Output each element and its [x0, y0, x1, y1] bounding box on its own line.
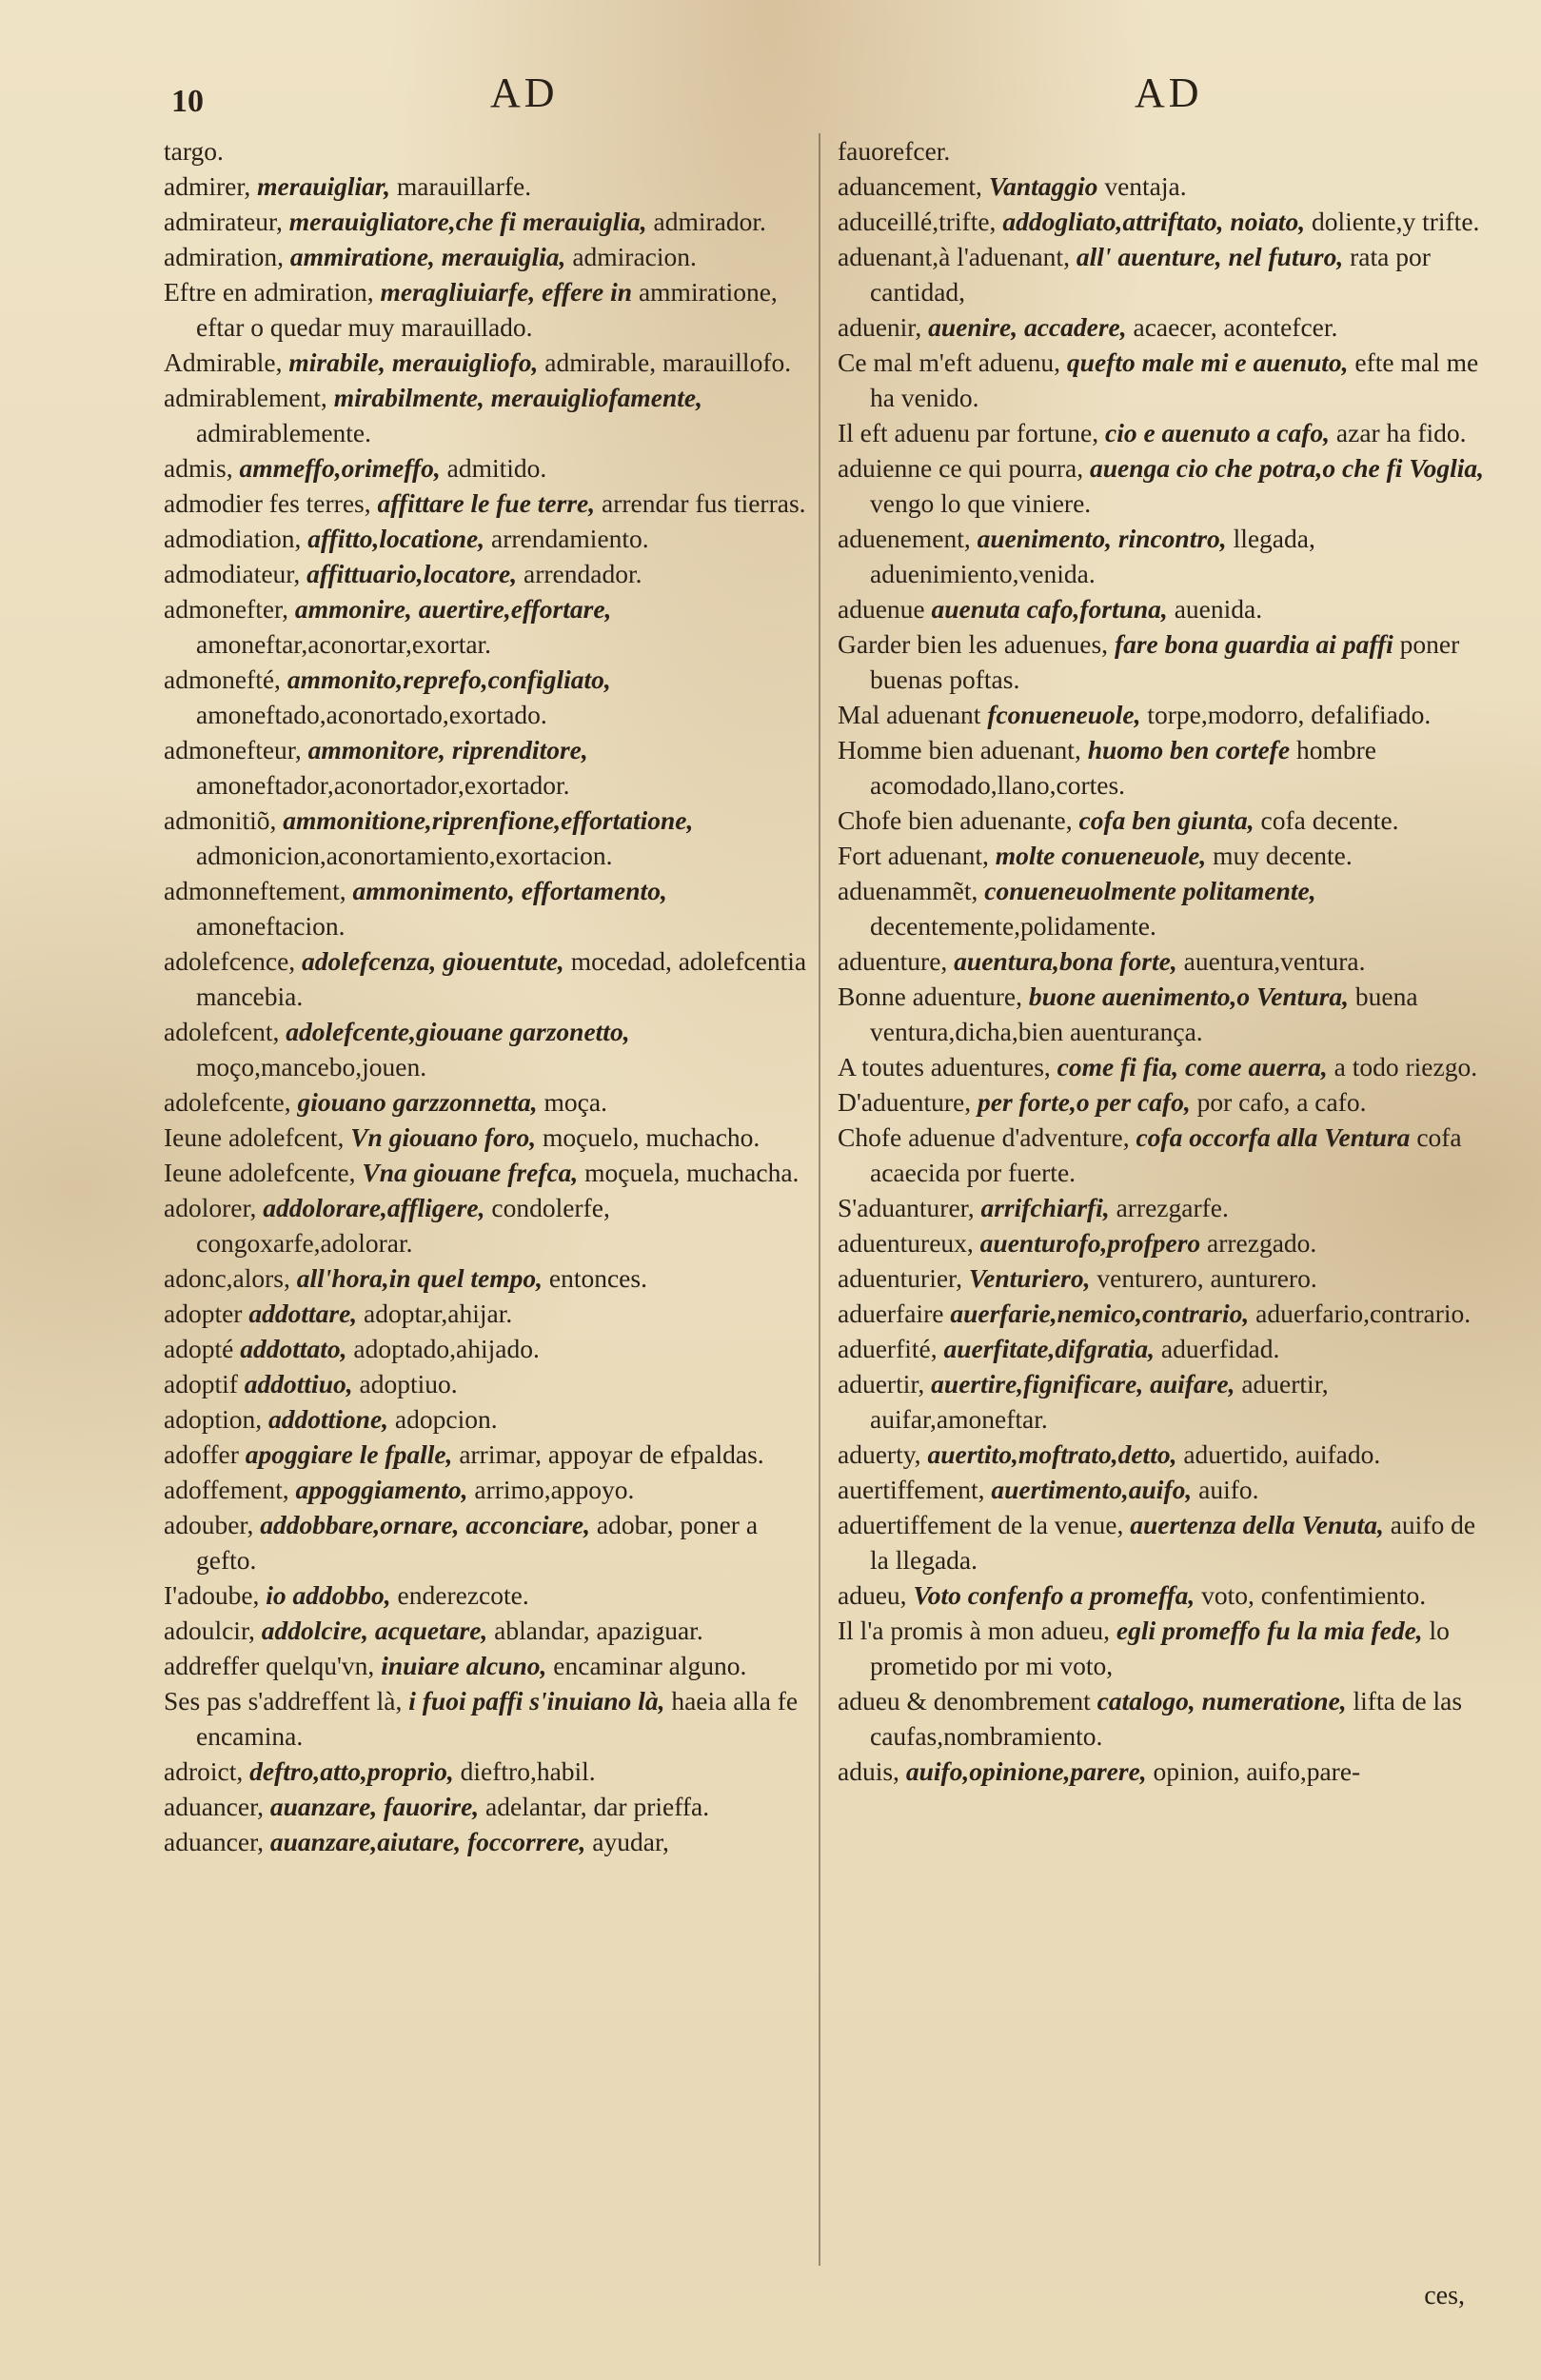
dictionary-entry [164, 1296, 820, 1331]
italian-translation: catalogo, numeratione, [1096, 1686, 1347, 1716]
italian-translation: auenturofo,profpero [979, 1228, 1201, 1258]
spanish-translation: auifo de la llegada. [870, 1510, 1476, 1575]
dictionary-entry [164, 450, 820, 486]
spanish-translation: mocedad, adolefcentia mancebia. [196, 946, 807, 1011]
spanish-translation: ammiratione, eftar o quedar muy marauillado. [196, 277, 778, 342]
italian-translation: all' auenture, nel futuro, [1076, 242, 1344, 271]
italian-translation: cofa ben giunta, [1078, 805, 1255, 835]
spanish-translation: aduerfario,contrario. [1255, 1299, 1472, 1328]
dictionary-entry [164, 380, 820, 450]
italian-translation: molte conueneuole, [995, 841, 1207, 870]
running-head-left: AD [490, 69, 559, 116]
italian-translation: mirabilmente, merauigliofamente, [333, 383, 702, 412]
dictionary-entry [164, 1683, 820, 1754]
spanish-translation: auentura,ventura. [1183, 946, 1366, 976]
spanish-translation: buena ventura,dicha,bien auenturança. [870, 982, 1418, 1046]
spanish-translation: enderezcote. [397, 1580, 529, 1610]
spanish-translation: voto, confentimiento. [1201, 1580, 1427, 1610]
italian-translation: ammonimento, effortamento, [352, 876, 667, 905]
french-headword: adonc,alors, [164, 1263, 290, 1293]
dictionary-entry [838, 1049, 1494, 1084]
spanish-translation: moça. [543, 1087, 607, 1117]
spanish-translation: rata por cantidad, [870, 242, 1431, 307]
spanish-translation: haeia alla fe encamina. [196, 1686, 799, 1751]
italian-translation: fconueneuole, [987, 700, 1141, 729]
dictionary-entry [838, 1120, 1494, 1190]
dictionary-entry [164, 873, 820, 943]
italian-translation: cio e auenuto a cafo, [1105, 418, 1331, 447]
page-number: 10 [171, 84, 204, 119]
spanish-translation: a todo riezgo. [1334, 1052, 1478, 1081]
italian-translation: meragliuiarfe, effere in [380, 277, 633, 307]
spanish-translation: arrezgado. [1207, 1228, 1317, 1258]
spanish-translation: admirablemente. [196, 418, 372, 447]
dictionary-entry [164, 591, 820, 662]
italian-translation: arrifchiarfi, [980, 1193, 1110, 1222]
french-headword: admodiateur, [164, 559, 301, 588]
dictionary-entry [164, 239, 820, 274]
dictionary-entry [838, 697, 1494, 732]
italian-translation: ammonire, auertire,effortare, [294, 594, 612, 624]
dictionary-entry [164, 1260, 820, 1296]
dictionary-entry [838, 1225, 1494, 1260]
french-headword: aduancement, [838, 171, 982, 201]
dictionary-entry [164, 169, 820, 204]
spanish-translation: adoptar,ahijar. [364, 1299, 513, 1328]
dictionary-entry [164, 732, 820, 803]
spanish-translation: adopcion. [394, 1404, 498, 1434]
french-headword: aduertir, [838, 1369, 925, 1398]
french-headword: Ses pas s'addreffent là, [164, 1686, 403, 1716]
spanish-translation: aduertido, auifado. [1183, 1439, 1381, 1469]
dictionary-entry [838, 943, 1494, 979]
italian-translation: auanzare, fauorire, [269, 1792, 480, 1821]
french-headword: Bonne aduenture, [838, 982, 1022, 1011]
spanish-translation: aduertir, auifar,amoneftar. [870, 1369, 1329, 1434]
spanish-translation: poner buenas poftas. [870, 629, 1460, 694]
spanish-translation: admirable, marauillofo. [544, 347, 792, 377]
french-headword: adroict, [164, 1756, 244, 1786]
french-headword: Ce mal m'eft aduenu, [838, 347, 1061, 377]
french-headword: admonefté, [164, 664, 281, 694]
dictionary-entry [838, 204, 1494, 239]
french-headword: aduenement, [838, 524, 971, 553]
spanish-translation: amoneftacion. [196, 911, 346, 941]
french-headword: I'adoube, [164, 1580, 260, 1610]
spanish-translation: vengo lo que viniere. [870, 488, 1092, 518]
dictionary-entry [164, 1084, 820, 1120]
italian-translation: Voto confenfo a promeffa, [913, 1580, 1195, 1610]
italian-translation: auenga cio che potra,o che fi Voglia, [1089, 453, 1484, 483]
spanish-translation: admirador. [653, 207, 766, 236]
italian-translation: ammiratione, merauiglia, [289, 242, 566, 271]
italian-translation: auerfarie,nemico,contrario, [950, 1299, 1250, 1328]
italian-translation: Venturiero, [968, 1263, 1091, 1293]
french-headword: admonefteur, [164, 735, 302, 764]
dictionary-entry [164, 1401, 820, 1437]
italian-translation: Vn giouano foro, [350, 1122, 537, 1152]
dictionary-entry [164, 1366, 820, 1401]
french-headword: A toutes aduentures, [838, 1052, 1051, 1081]
spanish-translation: torpe,modorro, defalifiado. [1147, 700, 1432, 729]
dictionary-entry [838, 626, 1494, 697]
spanish-translation: admitido. [446, 453, 547, 483]
french-headword: admis, [164, 453, 233, 483]
french-headword: Mal aduenant [838, 700, 981, 729]
dictionary-entry [164, 133, 820, 169]
italian-translation: huomo ben cortefe [1087, 735, 1291, 764]
french-headword: Il l'a promis à mon adueu, [838, 1616, 1110, 1645]
italian-translation: auanzare,aiutare, foccorrere, [269, 1827, 586, 1856]
french-headword: Ieune adolefcente, [164, 1158, 356, 1187]
running-head-right: AD [1135, 69, 1203, 116]
french-headword: Admirable, [164, 347, 283, 377]
french-headword: adueu, [838, 1580, 907, 1610]
french-headword: Homme bien aduenant, [838, 735, 1081, 764]
italian-translation: mirabile, merauigliofo, [288, 347, 539, 377]
spanish-translation: amoneftado,aconortado,exortado. [196, 700, 547, 729]
french-headword: admirateur, [164, 207, 283, 236]
italian-translation: fare bona guardia ai paffi [1114, 629, 1393, 659]
dictionary-entry [838, 415, 1494, 450]
dictionary-entry [164, 1648, 820, 1683]
french-headword: Fort aduenant, [838, 841, 989, 870]
dictionary-entry [164, 1120, 820, 1155]
dictionary-entry [164, 274, 820, 345]
dictionary-entry [838, 450, 1494, 521]
dictionary-entry [164, 1190, 820, 1260]
italian-translation: auenimento, rincontro, [977, 524, 1227, 553]
french-headword: aduienne ce qui pourra, [838, 453, 1084, 483]
italian-translation: addogliato,attriftato, noiato, [1002, 207, 1306, 236]
french-headword: Garder bien les aduenues, [838, 629, 1109, 659]
italian-translation: deftro,atto,proprio, [249, 1756, 454, 1786]
spanish-translation: lo prometido por mi voto, [870, 1616, 1450, 1680]
spanish-translation: adelantar, dar prieffa. [485, 1792, 710, 1821]
spanish-translation: cofa decente. [1260, 805, 1399, 835]
spanish-translation: ayudar, [592, 1827, 669, 1856]
french-headword: adoulcir, [164, 1616, 255, 1645]
spanish-translation: doliente,y trifte. [1312, 207, 1480, 236]
dictionary-entry [838, 732, 1494, 803]
dictionary-entry [164, 1437, 820, 1472]
spanish-translation: auifo. [1198, 1475, 1259, 1504]
italian-translation: giouano garzzonnetta, [297, 1087, 538, 1117]
french-headword: Chofe aduenue d'adventure, [838, 1122, 1130, 1152]
italian-translation: come fi fia, come auerra, [1057, 1052, 1328, 1081]
italian-translation: ammeffo,orimeffo, [239, 453, 441, 483]
spanish-translation: decentemente,polidamente. [870, 911, 1156, 941]
dictionary-entry [838, 1366, 1494, 1437]
italian-translation: adolefcente,giouane garzonetto, [286, 1017, 630, 1046]
italian-translation: affittare le fue terre, [377, 488, 596, 518]
dictionary-entry [838, 1613, 1494, 1683]
dictionary-entry [164, 1155, 820, 1190]
dictionary-entry [838, 979, 1494, 1049]
spanish-translation: por cafo, a cafo. [1196, 1087, 1367, 1117]
italian-translation: addobbare,ornare, acconciare, [260, 1510, 590, 1539]
spanish-translation: marauillarfe. [396, 171, 532, 201]
italian-translation: ammonito,reprefo,configliato, [286, 664, 611, 694]
french-headword: adolefcence, [164, 946, 296, 976]
french-headword: aduceillé,trifte, [838, 207, 997, 236]
spanish-translation: aduerfidad. [1160, 1334, 1280, 1363]
dictionary-entry [164, 1754, 820, 1789]
french-headword: adolorer, [164, 1193, 257, 1222]
dictionary-entry [164, 803, 820, 873]
french-headword: adouber, [164, 1510, 254, 1539]
spanish-translation: admiracion. [572, 242, 697, 271]
dictionary-entry [164, 1824, 820, 1859]
spanish-translation: arrendador. [524, 559, 642, 588]
dictionary-entry [838, 1437, 1494, 1472]
italian-translation: affitto,locatione, [307, 524, 485, 553]
italian-translation: auertire,fignificare, auifare, [931, 1369, 1235, 1398]
french-headword: admiration, [164, 242, 285, 271]
french-headword: Chofe bien aduenante, [838, 805, 1073, 835]
spanish-translation: moçuela, muchacha. [584, 1158, 800, 1187]
french-headword: adoffement, [164, 1475, 289, 1504]
italian-translation: auertimento,auifo, [991, 1475, 1193, 1504]
french-headword: adopté [164, 1334, 234, 1363]
italian-translation: appoggiamento, [295, 1475, 468, 1504]
french-headword: aduenturier, [838, 1263, 962, 1293]
dictionary-entry [838, 345, 1494, 415]
spanish-translation: dieftro,habil. [460, 1756, 596, 1786]
french-headword: Il eft aduenu par fortune, [838, 418, 1099, 447]
dictionary-entry [164, 1613, 820, 1648]
dictionary-entry [838, 1331, 1494, 1366]
french-headword: adopter [164, 1299, 243, 1328]
french-headword: aduerfité, [838, 1334, 938, 1363]
spanish-translation: venturero, aunturero. [1096, 1263, 1317, 1293]
italian-translation: Vantaggio [988, 171, 1098, 201]
spanish-translation: moço,mancebo,jouen. [196, 1052, 427, 1081]
french-headword: Eftre en admiration, [164, 277, 374, 307]
italian-translation: auentura,bona forte, [954, 946, 1177, 976]
french-headword: adoffer [164, 1439, 239, 1469]
italian-translation: addottione, [268, 1404, 389, 1434]
spanish-translation: arrezgarfe. [1116, 1193, 1229, 1222]
dictionary-entry [164, 1507, 820, 1577]
dictionary-entry [838, 1507, 1494, 1577]
spanish-translation: moçuelo, muchacho. [542, 1122, 761, 1152]
french-headword: aduancer, [164, 1792, 265, 1821]
french-headword: admonneftement, [164, 876, 346, 905]
french-headword: admirablement, [164, 383, 327, 412]
spanish-translation: arrimar, appoyar de efpaldas. [459, 1439, 764, 1469]
dictionary-entry [164, 556, 820, 591]
dictionary-entry [838, 1260, 1494, 1296]
spanish-translation: arrendar fus tierras. [601, 488, 806, 518]
french-headword: admodiation, [164, 524, 302, 553]
dictionary-entry [164, 345, 820, 380]
french-headword: Ieune adolefcent, [164, 1122, 345, 1152]
italian-translation: merauigliatore,che fi merauiglia, [288, 207, 647, 236]
french-headword: admonitiõ, [164, 805, 277, 835]
spanish-translation: adobar, poner a gefto. [196, 1510, 759, 1575]
italian-translation: conueneuolmente politamente, [984, 876, 1316, 905]
italian-translation: quefto male mi e auenuto, [1066, 347, 1349, 377]
italian-translation: cofa occorfa alla Ventura [1136, 1122, 1411, 1152]
spanish-translation: entonces. [548, 1263, 647, 1293]
left-column [164, 133, 820, 1859]
dictionary-entry [838, 133, 1494, 169]
french-headword: adueu & denombrement [838, 1686, 1091, 1716]
italian-translation: auertenza della Venuta, [1130, 1510, 1384, 1539]
french-headword: aduenture, [838, 946, 948, 976]
spanish-translation: llegada, aduenimiento,venida. [870, 524, 1315, 588]
spanish-translation: admonicion,aconortamiento,exortacion. [196, 841, 613, 870]
dictionary-entry [838, 591, 1494, 626]
italian-translation: per forte,o per cafo, [977, 1087, 1191, 1117]
french-headword: aduenue [838, 594, 925, 624]
dictionary-entry [838, 521, 1494, 591]
italian-translation: addottato, [240, 1334, 347, 1363]
dictionary-entry [164, 1577, 820, 1613]
dictionary-entry [838, 169, 1494, 204]
spanish-translation: amoneftador,aconortador,exortador. [196, 770, 570, 800]
spanish-translation: amoneftar,aconortar,exortar. [196, 629, 492, 659]
french-headword: aduenammẽt, [838, 876, 978, 905]
french-headword: adoptif [164, 1369, 238, 1398]
italian-translation: auertito,moftrato,detto, [927, 1439, 1177, 1469]
french-headword: addreffer quelqu'vn, [164, 1651, 375, 1680]
dictionary-entry [164, 1789, 820, 1824]
dictionary-entry [164, 943, 820, 1014]
dictionary-entry [164, 204, 820, 239]
spanish-translation: adoptado,ahijado. [353, 1334, 540, 1363]
dictionary-entry [838, 803, 1494, 838]
italian-translation: auifo,opinione,parere, [905, 1756, 1147, 1786]
italian-translation: adolefcenza, giouentute, [302, 946, 564, 976]
dictionary-entry [838, 1190, 1494, 1225]
dictionary-entry [838, 873, 1494, 943]
italian-translation: io addobbo, [266, 1580, 391, 1610]
spanish-translation: auenida. [1174, 594, 1263, 624]
italian-translation: affittuario,locatore, [306, 559, 518, 588]
dictionary-entry [164, 1331, 820, 1366]
spanish-translation: arrimo,appoyo. [474, 1475, 635, 1504]
dictionary-entry [164, 662, 820, 732]
french-headword: S'aduanturer, [838, 1193, 975, 1222]
italian-translation: ammonitione,riprenfione,effortatione, [283, 805, 694, 835]
dictionary-entry [838, 1754, 1494, 1789]
spanish-translation: efte mal me ha venido. [870, 347, 1479, 412]
italian-translation: auenuta cafo,fortuna, [931, 594, 1168, 624]
french-headword: admonefter, [164, 594, 288, 624]
french-headword: aduerfaire [838, 1299, 944, 1328]
catchword: ces, [1424, 2281, 1465, 2311]
italian-translation: all'hora,in quel tempo, [296, 1263, 543, 1293]
italian-translation: Vna giouane frefca, [362, 1158, 579, 1187]
french-headword: aduentureux, [838, 1228, 974, 1258]
italian-translation: addolorare,affligere, [263, 1193, 485, 1222]
dictionary-entry [164, 521, 820, 556]
spanish-translation: azar ha fido. [1335, 418, 1467, 447]
spanish-translation: hombre acomodado,llano,cortes. [870, 735, 1376, 800]
french-headword: adolefcente, [164, 1087, 291, 1117]
italian-translation: apoggiare le fpalle, [245, 1439, 453, 1469]
french-headword: admirer, [164, 171, 251, 201]
italian-translation: buone auenimento,o Ventura, [1028, 982, 1350, 1011]
dictionary-entry [838, 1472, 1494, 1507]
italian-translation: addottiuo, [244, 1369, 353, 1398]
italian-translation: merauigliar, [257, 171, 390, 201]
french-headword: aduertiffement de la venue, [838, 1510, 1124, 1539]
spanish-translation: lifta de las caufas,nombramiento. [870, 1686, 1463, 1751]
french-headword: adoption, [164, 1404, 263, 1434]
italian-translation: auerfitate,difgratia, [943, 1334, 1155, 1363]
spanish-translation: ventaja. [1104, 171, 1187, 201]
dictionary-entry [164, 1472, 820, 1507]
dictionary-entry [164, 1014, 820, 1084]
spanish-translation: opinion, auifo,pare- [1153, 1756, 1361, 1786]
dictionary-entry [838, 239, 1494, 309]
french-headword: D'aduenture, [838, 1087, 972, 1117]
dictionary-entry [838, 1084, 1494, 1120]
right-column [838, 133, 1494, 1789]
french-headword: aduis, [838, 1756, 899, 1786]
dictionary-entry [838, 309, 1494, 345]
french-headword: admodier fes terres, [164, 488, 371, 518]
dictionary-entry [838, 1296, 1494, 1331]
dictionary-entry [838, 838, 1494, 873]
spanish-translation: acaecer, acontefcer. [1133, 312, 1338, 342]
spanish-translation: fauorefcer. [838, 136, 951, 166]
french-headword: aduenant,à l'aduenant, [838, 242, 1070, 271]
spanish-translation: condolerfe, congoxarfe,adolorar. [196, 1193, 610, 1258]
french-headword: aduancer, [164, 1827, 265, 1856]
italian-translation: addolcire, acquetare, [261, 1616, 488, 1645]
italian-translation: auenire, accadere, [928, 312, 1127, 342]
spanish-translation: adoptiuo. [359, 1369, 458, 1398]
dictionary-entry [838, 1683, 1494, 1754]
french-headword: aduerty, [838, 1439, 921, 1469]
spanish-translation: encaminar alguno. [553, 1651, 747, 1680]
italian-translation: addottare, [248, 1299, 358, 1328]
french-headword: adolefcent, [164, 1017, 280, 1046]
italian-translation: inuiare alcuno, [381, 1651, 547, 1680]
spanish-translation: targo. [164, 136, 224, 166]
spanish-translation: cofa acaecida por fuerte. [870, 1122, 1462, 1187]
french-headword: auertiffement, [838, 1475, 985, 1504]
spanish-translation: arrendamiento. [490, 524, 649, 553]
italian-translation: ammonitore, riprenditore, [307, 735, 588, 764]
italian-translation: i fuoi paffi s'inuiano là, [408, 1686, 665, 1716]
dictionary-entry [838, 1577, 1494, 1613]
spanish-translation: ablandar, apaziguar. [494, 1616, 703, 1645]
french-headword: aduenir, [838, 312, 922, 342]
italian-translation: egli promeffo fu la mia fede, [1116, 1616, 1423, 1645]
spanish-translation: muy decente. [1213, 841, 1353, 870]
dictionary-entry [164, 486, 820, 521]
